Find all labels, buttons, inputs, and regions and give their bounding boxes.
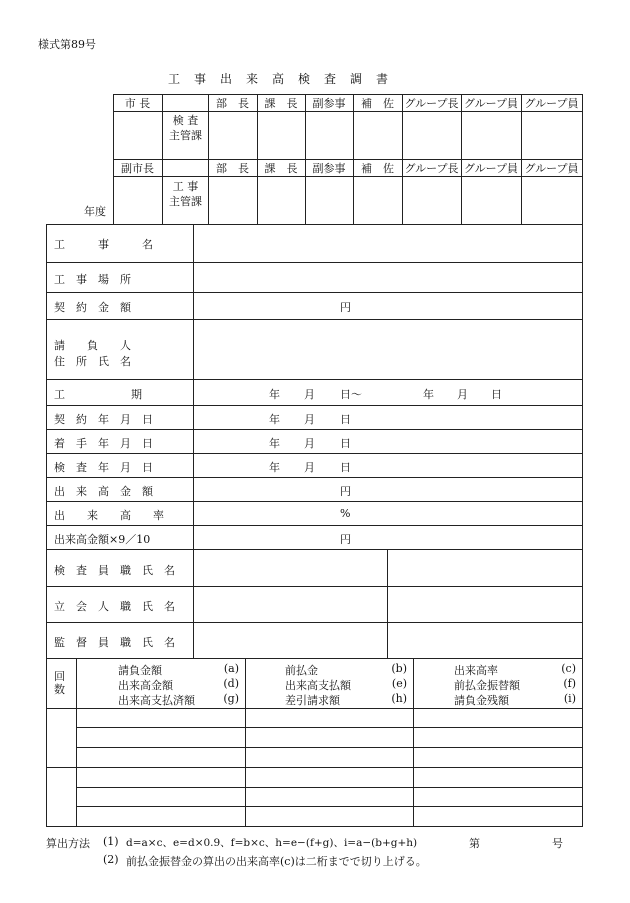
shicho-label: 市 長 [124, 96, 151, 110]
approval-col-group-leader: グループ長 [404, 96, 459, 110]
koki-start-tsuki: 月 [304, 388, 315, 401]
approval-col-group-leader: グループ長 [404, 161, 459, 175]
koki-start-hi: 日～ [340, 388, 362, 401]
koki-label: 工 期 [54, 388, 142, 401]
koji-mei-label: 工 事 名 [54, 238, 153, 251]
approval-col-group-member: グループ員 [524, 161, 579, 175]
koki-end-tsuki: 月 [457, 388, 468, 401]
go-label: 号 [552, 837, 563, 850]
kensain-label: 検 査 員 職 氏 名 [54, 564, 175, 577]
calc-header-item: 出来高支払額 (e) [285, 677, 407, 692]
approval-col-hosa: 補 佐 [361, 96, 394, 110]
fukushicho-label: 副市長 [121, 161, 154, 175]
koki-end-nen: 年 [423, 388, 434, 401]
calc-header-item: 請負金額 (a) [118, 662, 239, 677]
koki-end-hi: 日 [491, 388, 502, 401]
tachiai-label: 立 会 人 職 氏 名 [54, 600, 175, 613]
kantoku-label: 監 督 員 職 氏 名 [54, 636, 175, 649]
approval-col-group-member: グループ員 [463, 161, 519, 175]
kensa-nen: 年 [269, 461, 280, 474]
approval-col-fukusanji: 副参事 [312, 96, 346, 110]
chakushu-date-label: 着 手 年 月 日 [54, 437, 153, 450]
calc-header-item: 前払金振替額 (f) [454, 677, 576, 692]
approval-col-hosa: 補 佐 [361, 161, 394, 175]
approval-col-group-member: グループ員 [524, 96, 579, 110]
dekidaka-kingaku-label: 出 来 高 金 額 [54, 485, 153, 498]
approval-col-bucho: 部 長 [216, 96, 249, 110]
method-label: 算出方法 [46, 837, 90, 850]
chakushu-hi: 日 [340, 437, 351, 450]
chakushu-tsuki: 月 [304, 437, 315, 450]
dekidaka-percent: % [340, 507, 351, 520]
kensa-date-label: 検 査 年 月 日 [54, 461, 153, 474]
dekidaka-910-label: 出来高金額×9／10 [54, 533, 151, 546]
approval-col-bucho: 部 長 [216, 161, 249, 175]
approval-col-kacho: 課 長 [264, 96, 298, 110]
dekidaka-ritsu-label: 出 来 高 率 [54, 509, 164, 522]
calc-header-item: 出来高率 (c) [454, 662, 576, 677]
calc-header-item: 請負金残額 (i) [454, 692, 576, 707]
jusho-shimei-label: 住 所 氏 名 [54, 355, 131, 368]
keiyaku-hi: 日 [340, 413, 351, 426]
koji-shukanka-label: 工 事 主管課 [169, 180, 202, 208]
kaisu-label: 回 数 [54, 670, 65, 696]
note1-formula: d=a×c、e=d×0.9、f=b×c、h=e−(f+g)、i=a−(b+g+h) [126, 837, 418, 849]
kensa-hi: 日 [340, 461, 351, 474]
dekidaka-910-yen: 円 [340, 533, 351, 546]
dai-label: 第 [469, 837, 480, 850]
approval-col-fukusanji: 副参事 [312, 161, 346, 175]
keiyaku-kingaku-label: 契 約 金 額 [54, 301, 131, 314]
keiyaku-yen: 円 [340, 301, 351, 314]
calc-header-item: 出来高支払済額 (g) [118, 692, 239, 707]
note1-number: (1) [103, 835, 119, 848]
calc-header-item: 差引請求額 (h) [285, 692, 407, 707]
note2-number: (2) [103, 853, 119, 866]
form-number: 様式第89号 [38, 38, 96, 51]
koji-basho-label: 工 事 場 所 [54, 273, 131, 286]
note2-text: 前払金振替金の算出の出来高率(c)は二桁までで切り上げる。 [126, 855, 427, 868]
approval-col-kacho: 課 長 [264, 161, 298, 175]
nendo-label: 年度 [84, 205, 106, 218]
keiyaku-nen: 年 [269, 413, 280, 426]
approval-col-group-member: グループ員 [463, 96, 519, 110]
kensa-shukanka-label: 検 査 主管課 [169, 114, 202, 142]
koki-start-nen: 年 [269, 388, 280, 401]
keiyaku-date-label: 契 約 年 月 日 [54, 413, 153, 426]
chakushu-nen: 年 [269, 437, 280, 450]
keiyaku-tsuki: 月 [304, 413, 315, 426]
kensa-tsuki: 月 [304, 461, 315, 474]
ukeoi-label: 請 負 人 [54, 339, 131, 352]
page-title: 工 事 出 来 高 検 査 調 書 [168, 72, 390, 86]
calc-header-item: 出来高金額 (d) [118, 677, 239, 692]
calc-header-item: 前払金 (b) [285, 662, 407, 677]
dekidaka-yen: 円 [340, 485, 351, 498]
